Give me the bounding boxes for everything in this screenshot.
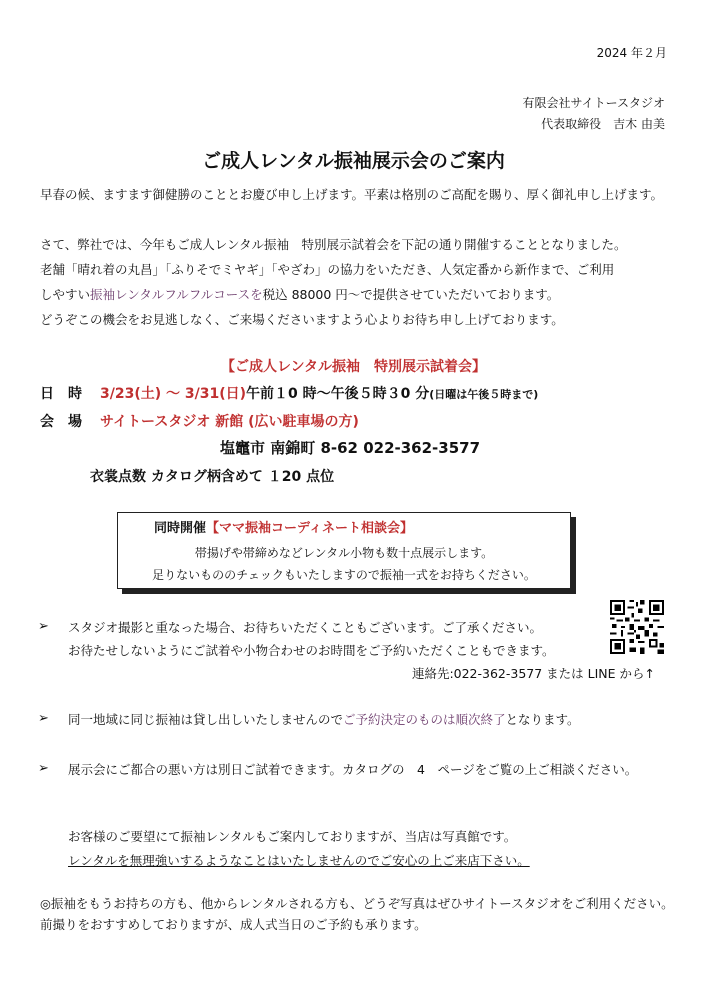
concurrent-line-2: 足りないもののチェックもいたしますので振袖一式をお持ちください。 (152, 568, 536, 582)
intro-paragraph-5: どうぞこの機会をお見逃しなく、ご来場くださいますよう心よりお待ち申し上げております。 (40, 312, 564, 327)
bullet-icon: ➢ (38, 761, 49, 776)
venue-label: 会 場 (40, 414, 82, 430)
intro-paragraph-4 (40, 285, 680, 306)
page-title: ご成人レンタル振袖展示会のご案内 (202, 150, 505, 172)
time-value: 午前１0 時〜午後５時３0 分 (246, 386, 430, 402)
date-label: 日 時 (40, 386, 82, 402)
course-highlight: 振袖レンタルフルフルコースを (90, 287, 263, 302)
studio-note-line-2: レンタルを無理強いするようなことはいたしませんのでご安心の上ご来店下さい。 (68, 853, 530, 868)
date-value: 3/23(土) 〜 3/31(日) (100, 386, 247, 402)
studio-note-line-1: お客様のご要望にて振袖レンタルもご案内しておりますが、当店は写真館です。 (68, 829, 517, 844)
intro-paragraph-1: 早春の候、ますます御健勝のこととお慶び申し上げます。平素は格別のご高配を賜り、厚く御礼申し上げます。 (40, 187, 664, 202)
concurrent-event-box (117, 512, 571, 589)
closing-paragraph: ◎振袖をもうお持ちの方も、他からレンタルされる方も、どうぞ写真はぜひサイトースタジオをご利用ください。前撮りをおすすめしておりますが、成人式当日のご予約も承ります。 (40, 896, 674, 932)
bullet-icon: ➢ (38, 711, 49, 726)
concurrent-title (154, 517, 413, 536)
note-3: 展示会にご都合の悪い方は別日ご試着できます。カタログの 4 ページをご覧の上ご相談ください。 (68, 762, 638, 777)
concurrent-event-name: 【ママ振袖コーディネート相談会】 (206, 521, 413, 536)
document-date: 2024 年２月 (596, 46, 667, 60)
intro-paragraph-3: 老舗「晴れ着の丸昌」「ふりそでミヤギ」「やざわ」の協力をいただき、人気定番から新作まで、ご利用 (40, 262, 615, 277)
intro-paragraph-2: さて、弊社では、今年もご成人レンタル振袖 特別展示試着会を下記の通り開催することとなりました。 (40, 237, 627, 252)
note-2-text-a: 同一地域に同じ振袖は貸し出しいたしませんので (68, 712, 344, 727)
bullet-icon: ➢ (38, 619, 49, 634)
note-1-line-2: お待たせしないようにご試着や小物合わせのお時間をご予約いただくこともできます。 (68, 643, 555, 658)
venue-value: サイトースタジオ 新館 (広い駐車場の方) (100, 414, 359, 430)
representative-name: 代表取締役 吉木 由美 (541, 117, 665, 131)
time-note: (日曜は午後５時まで) (429, 388, 539, 401)
intro-text-4b: 税込 88000 円〜で提供させていただいております。 (262, 287, 560, 302)
note-2-text-b: となります。 (505, 712, 580, 727)
event-venue-row (40, 411, 359, 431)
concurrent-line-1: 帯揚げや帯締めなどレンタル小物も数十点展示します。 (194, 546, 494, 560)
qr-code-icon[interactable] (610, 600, 664, 654)
company-name: 有限会社サイトースタジオ (522, 96, 665, 110)
event-date-row (40, 383, 538, 403)
intro-text-4a: しやすい (40, 287, 91, 302)
item-count: 衣裳点数 カタログ柄含めて １20 点位 (90, 469, 335, 485)
note-2 (68, 709, 580, 730)
note-2-highlight: ご予約決定のものは順次終了 (343, 712, 506, 727)
note-1-line-1: スタジオ撮影と重なった場合、お待ちいただくこともございます。ご了承ください。 (68, 620, 543, 635)
contact-info: 連絡先:022-362-3577 または LINE から↑ (411, 666, 655, 681)
event-title: 【ご成人レンタル振袖 特別展示試着会】 (220, 359, 487, 375)
concurrent-prefix: 同時開催 (154, 521, 207, 536)
venue-address: 塩竈市 南錦町 8-62 022-362-3577 (220, 439, 481, 457)
